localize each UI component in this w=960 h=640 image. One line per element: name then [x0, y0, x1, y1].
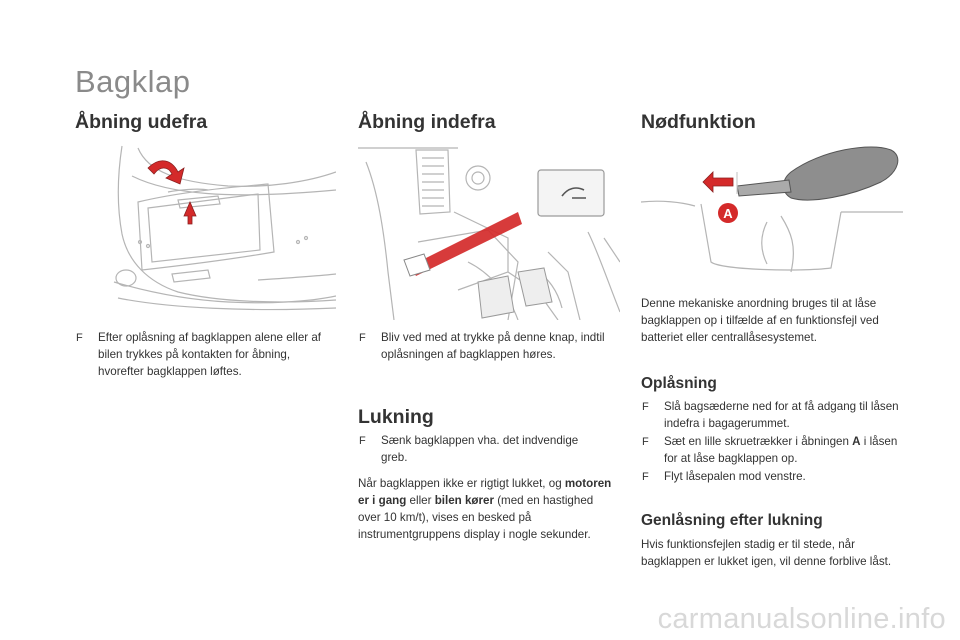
bullet-item [358, 329, 622, 363]
bullet-item [358, 432, 598, 466]
bullet-text: Bliv ved med at trykke på denne knap, indtil oplåsningen af bagklappen høres. [381, 331, 605, 361]
heading-relocking: Genlåsning efter lukning [641, 512, 823, 529]
interior-button-illustration [358, 142, 620, 320]
emergency-intro: Denne mekaniske anordning bruges til at låse bagklappen op i tilfælde af en funktionsfejl ved batteriet eller centrallåsesystemet. [641, 297, 879, 344]
relock-text: Hvis funktionsfejlen stadig er til stede, når bagklappen er lukket igen, vil denne forblive låst. [641, 538, 892, 568]
heading-unlocking: Oplåsning [641, 375, 717, 392]
bullet-mark: F [359, 435, 366, 447]
bullet-mark: F [642, 471, 649, 483]
emphasis: bilen kører [434, 494, 494, 507]
heading-emergency: Nødfunktion [641, 111, 756, 133]
watermark: carmanualsonline.info [657, 603, 946, 635]
bullet-item [75, 329, 325, 380]
closing-paragraph: Når bagklappen ikke er rigtigt lukket, og motoren er i gang eller bilen kører (med en hastighed over 10 km/t), vises en besked på instrumentgruppens display i nogle sekunder. [358, 477, 612, 541]
bullet-mark: F [642, 401, 649, 413]
bullet-item [641, 433, 901, 467]
heading-opening-inside: Åbning indefra [358, 111, 496, 133]
closing-bullets [358, 432, 598, 467]
label-a: A [723, 206, 733, 221]
heading-closing: Lukning [358, 406, 434, 428]
bullet-text: Sæt en lille skruetrækker i åbningen A i låsen for at låse bagklappen op. [664, 435, 898, 465]
bullet-text: Sænk bagklappen vha. det indvendige greb. [381, 434, 579, 464]
bullet-mark: F [76, 332, 83, 344]
unlock-bullets [641, 398, 901, 486]
bullet-mark: F [642, 436, 649, 448]
bullet-mark: F [359, 332, 366, 344]
page-title: Bagklap [75, 64, 191, 99]
heading-opening-outside: Åbning udefra [75, 111, 208, 133]
bullet-item [641, 398, 901, 432]
bullet-text: Efter oplåsning af bagklappen alene eller af bilen trykkes på kontakten for åbning, hvorefter bagklappen løftes. [98, 331, 322, 378]
bullet-text: Slå bagsæderne ned for at få adgang til låsen indefra i bagagerummet. [664, 400, 899, 430]
bullet-text: Flyt låsepalen mod venstre. [664, 470, 806, 483]
col1-bullets [75, 329, 325, 381]
col2-bullets [358, 329, 622, 364]
tailgate-exterior-illustration [108, 142, 336, 318]
emergency-lock-illustration [641, 142, 903, 276]
emphasis: motoren er i gang [358, 477, 612, 507]
bullet-item [641, 468, 901, 485]
